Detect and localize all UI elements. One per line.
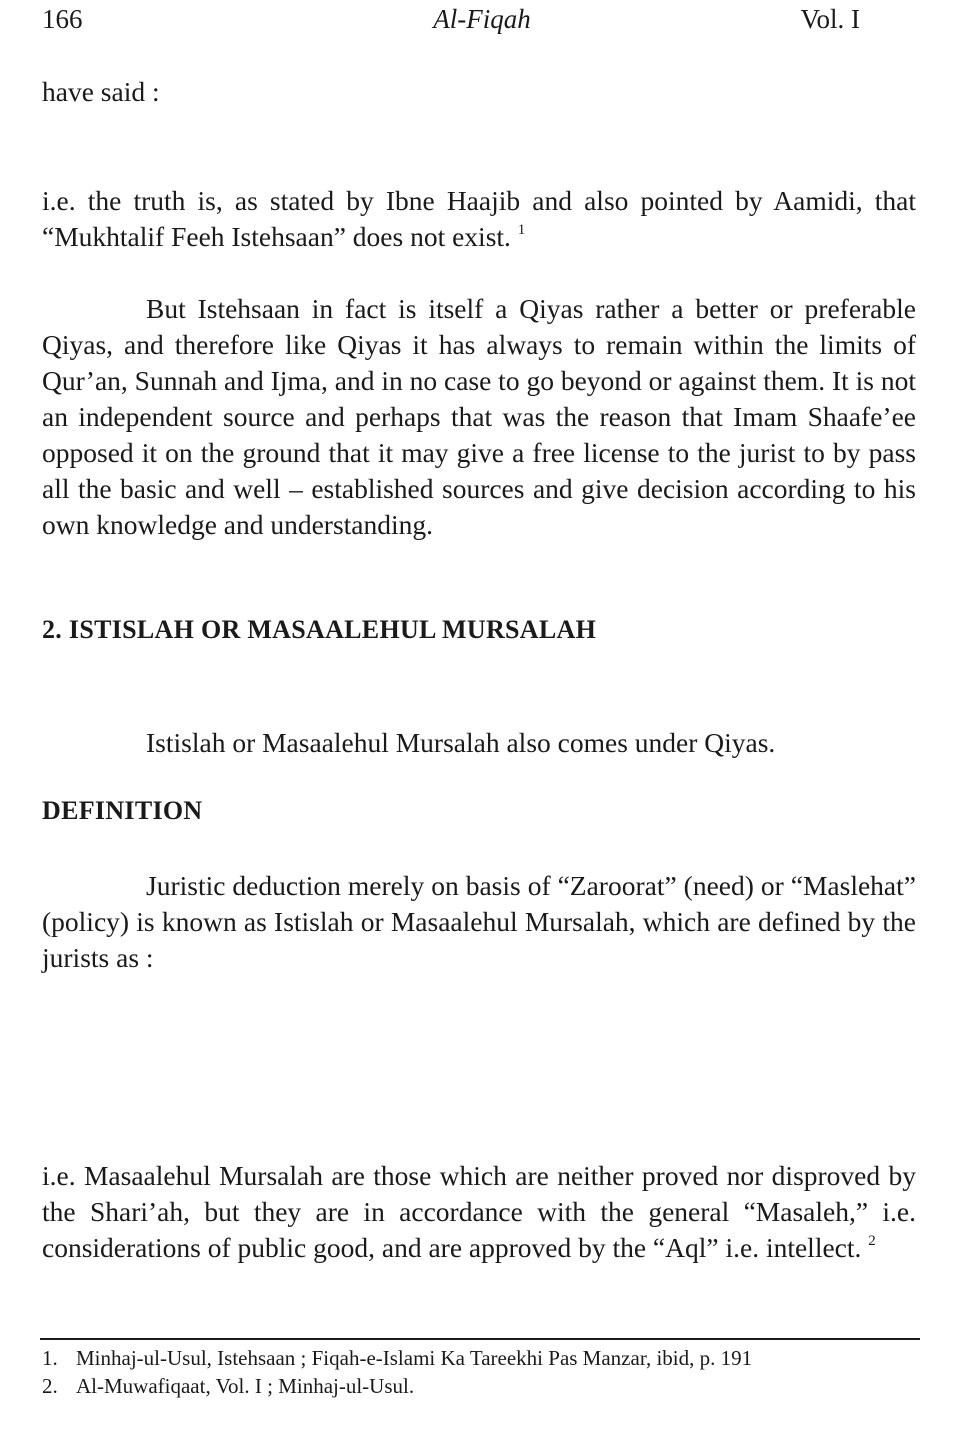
footnote-ref-1[interactable]: 1 [517, 222, 526, 238]
footnote-ref-2[interactable]: 2 [868, 1233, 876, 1249]
footnotes [42, 1344, 918, 1400]
paragraph-1 [42, 183, 916, 255]
running-head [42, 4, 860, 38]
page-number: 166 [42, 4, 83, 34]
footnote-2 [42, 1372, 918, 1400]
footnote-divider [40, 1338, 920, 1340]
paragraph-4-text: i.e. Masaalehul Mursalah are those which are neither proved nor disproved by the Shari’ah, but they are in accordance with the general “Masaleh,” i.e. considerations of public good, and are approved by the “Aql” i.e. intellect. [42, 1160, 916, 1263]
footnote-number: 1. [42, 1346, 58, 1370]
paragraph-3: Juristic deduction merely on basis of “Zaroorat” (need) or “Maslehat” (policy) is known as Istislah or Masaalehul Mursalah, which are defined by the jurists as : [42, 870, 916, 973]
footnote-text: Al-Muwafiqaat, Vol. I ; Minhaj-ul-Usul. [76, 1374, 415, 1398]
book-title: Al-Fiqah [433, 4, 531, 34]
section-intro: Istislah or Masaalehul Mursalah also comes under Qiyas. [146, 727, 776, 758]
footnote-1 [42, 1344, 918, 1372]
paragraph-1-text: i.e. the truth is, as stated by Ibne Haajib and also pointed by Aamidi, that “Mukhtalif Feeh Istehsaan” does not exist. [42, 185, 916, 252]
footnote-text: Minhaj-ul-Usul, Istehsaan ; Fiqah-e-Islami Ka Tareekhi Pas Manzar, ibid, p. 191 [76, 1346, 753, 1370]
paragraph-2: But Istehsaan in fact is itself a Qiyas rather a better or preferable Qiyas, and therefore like Qiyas it has always to remain within the limits of Qur’an, Sunnah and Ijma, and in no case to go beyond or against them. It is not an independent source and perhaps that was the reason that Imam Shaafe’ee opposed it on the ground that it may give a free license to the jurist to by pass all the basic and well – established sources and give decision according to his own knowledge and understanding. [42, 293, 916, 540]
definition-heading: DEFINITION [42, 796, 203, 825]
footnote-number: 2. [42, 1374, 58, 1398]
paragraph-4 [42, 1158, 916, 1266]
section-heading: 2. ISTISLAH OR MASAALEHUL MURSALAH [42, 615, 597, 644]
intro-line: have said : [42, 76, 160, 107]
volume-label: Vol. I [800, 4, 860, 34]
